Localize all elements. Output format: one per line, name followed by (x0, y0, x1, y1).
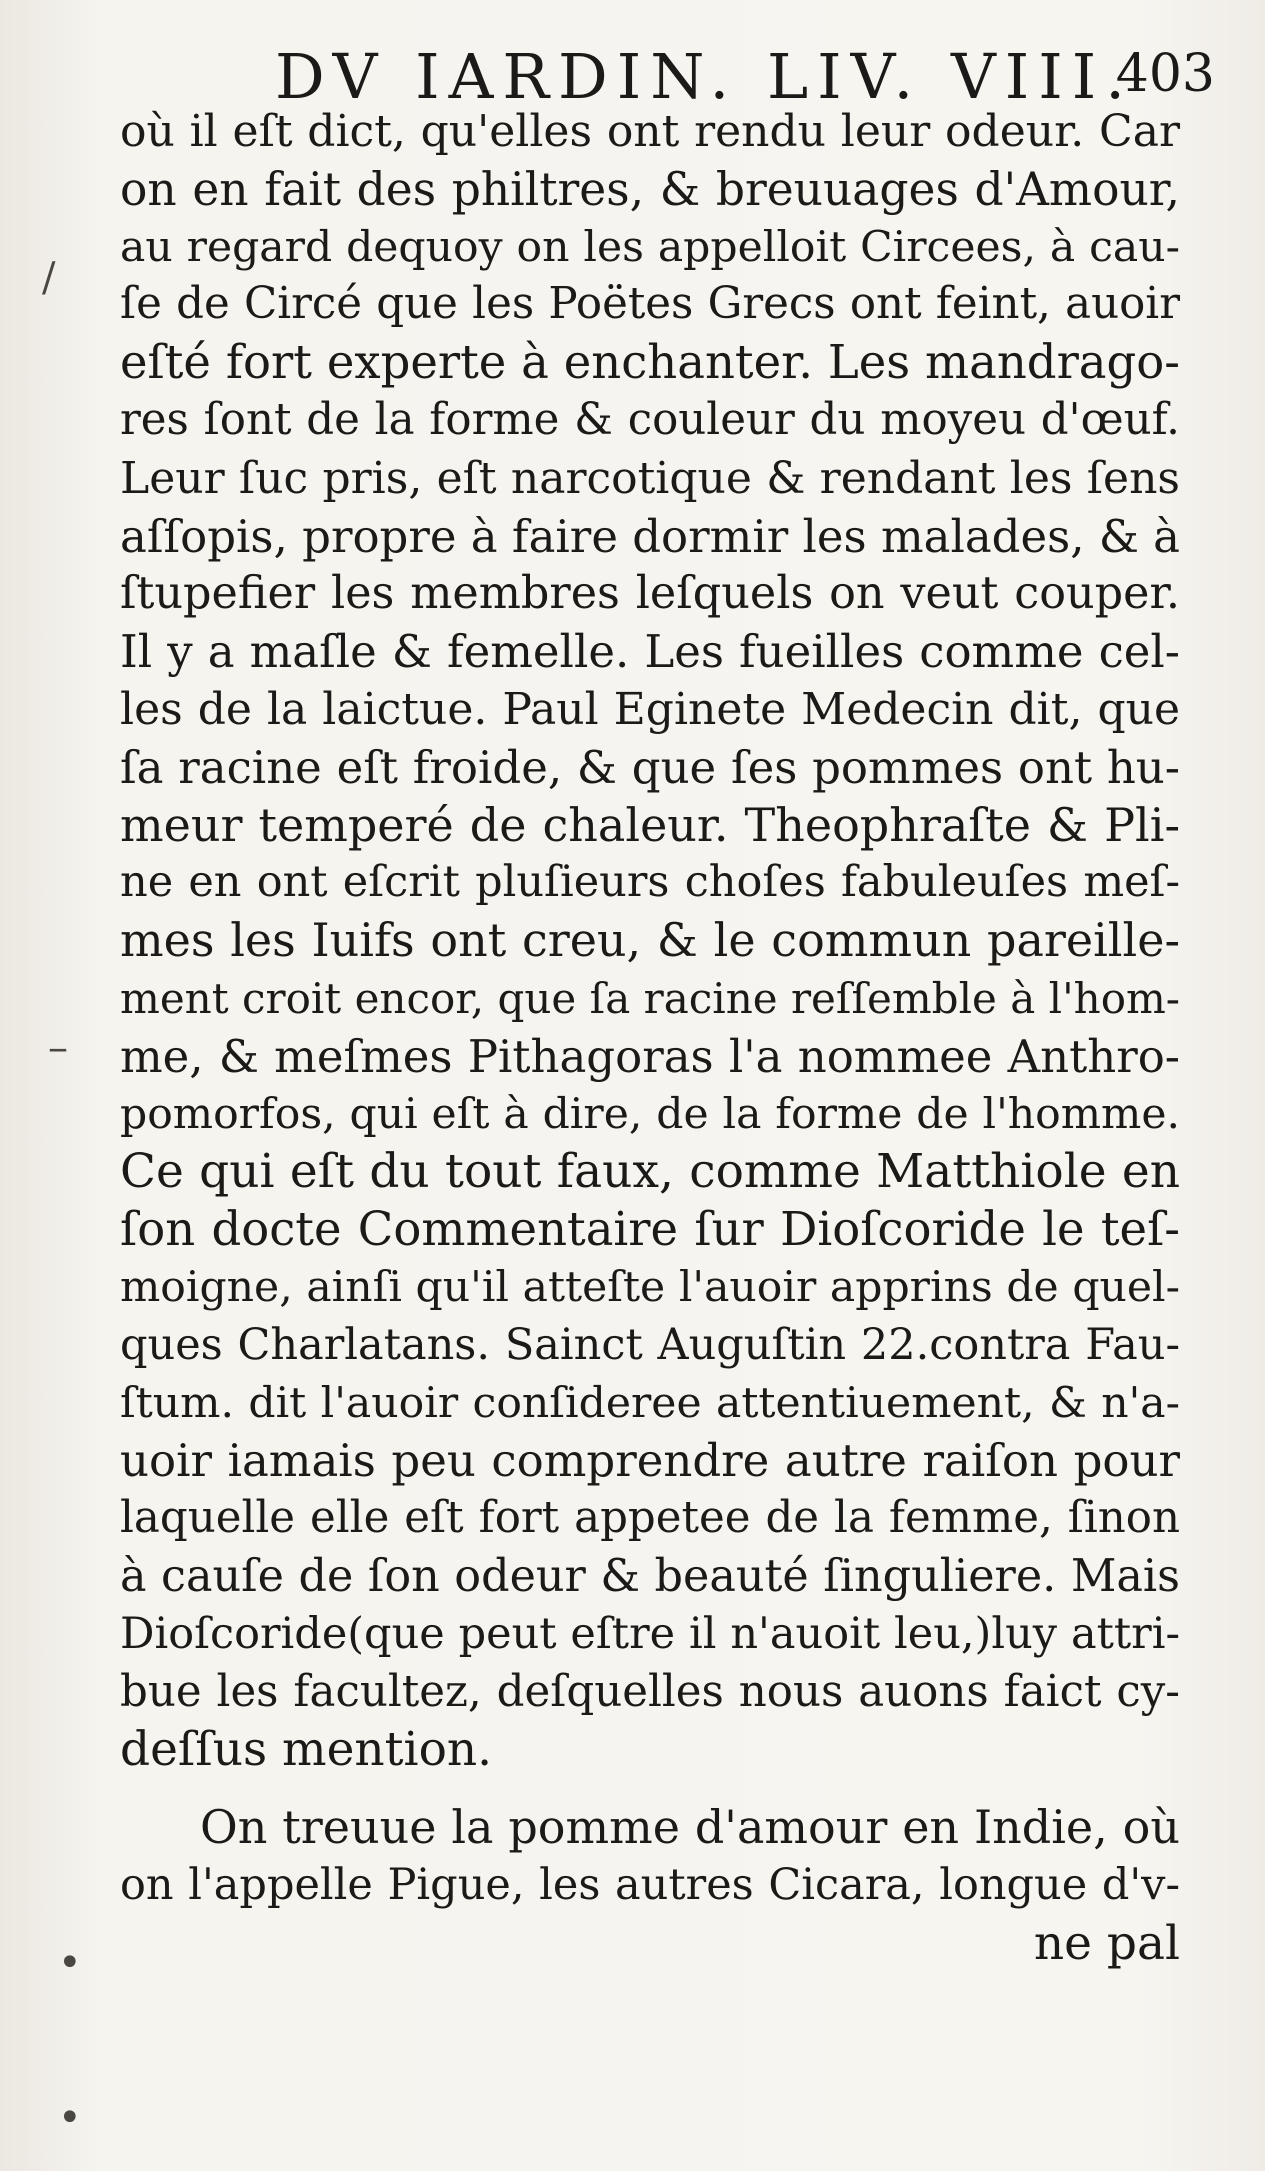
text-line: ſtupefier les membres leſquels on veut couper. (120, 568, 1180, 620)
text-line: ne en ont eſcrit pluſieurs choſes fabuleuſes meſ- (120, 857, 1180, 908)
paragraph-1 (120, 103, 1180, 1779)
text-line: mes les Iuifs ont creu, & le commun pareille- (120, 913, 1180, 968)
text-line: où il eſt dict, qu'elles ont rendu leur odeur. Car (120, 106, 1180, 157)
body-text (120, 103, 1180, 1973)
text-line: laquelle elle eſt fort appetee de la femme, ſinon (120, 1493, 1180, 1544)
catchword: ne pal (1033, 1915, 1180, 1971)
text-line: aſſopis, propre à faire dormir les malades, & à (120, 509, 1181, 563)
text-line: deſſus mention. (120, 1722, 493, 1778)
paragraph-2 (120, 1799, 1180, 1972)
margin-mark: • (58, 2095, 82, 2141)
text-line: me, & meſmes Pithagoras l'a nommee Anthro- (120, 1029, 1180, 1083)
text-line: ques Charlatans. Sainct Auguſtin 22.contra Fau- (120, 1319, 1180, 1370)
text-line: Ce qui eſt du tout faux, comme Matthiole en (120, 1144, 1180, 1200)
text-line: ment croit encor, que ſa racine reſſemble à l'hom- (120, 973, 1180, 1023)
text-line: ſtum. dit l'auoir conſideree attentiuement, & n'a- (120, 1378, 1180, 1428)
text-line: Il y a maſle & femelle. Les fueilles comme cel- (120, 625, 1180, 679)
text-line: bue les facultez, deſquelles nous auons faict cy- (120, 1666, 1180, 1717)
page-number: 403 (1115, 44, 1215, 104)
text-line: on en fait des philtres, & breuuages d'Amour, (120, 162, 1180, 216)
text-line: Leur ſuc pris, eſt narcotique & rendant les ſens (120, 452, 1180, 504)
running-title: DV IARDIN. LIV. VIII. (275, 40, 1134, 113)
text-line: uoir iamais peu comprendre autre raiſon pour (120, 1434, 1180, 1488)
margin-mark: • (58, 1940, 82, 1986)
text-line: les de la laictue. Paul Eginete Medecin dit, que (120, 683, 1180, 735)
text-line: ſa racine eſt froide, & que ſes pommes ont hu- (120, 740, 1180, 794)
text-line: meur temperé de chaleur. Theophraſte & Pli- (120, 797, 1180, 852)
margin-mark: – (48, 1025, 68, 1071)
text-line: ſe de Circé que les Poëtes Grecs ont feint, auoir (120, 279, 1180, 330)
text-line: pomorfos, qui eſt à dire, de la forme de l'homme. (120, 1089, 1180, 1139)
text-line: res ſont de la forme & couleur du moyeu d'œuf. (120, 394, 1180, 445)
text-line: ſon docte Commentaire ſur Dioſcoride le teſ- (120, 1202, 1180, 1257)
margin-mark: / (42, 255, 56, 301)
text-line: Dioſcoride(que peut eſtre il n'auoit leu,)luy attri- (120, 1608, 1180, 1659)
text-line: moigne, ainſi qu'il atteſte l'auoir apprins de quel- (120, 1262, 1180, 1312)
text-line: à cauſe de ſon odeur & beauté ſinguliere. Mais (120, 1550, 1180, 1602)
text-line: on l'appelle Pigue, les autres Cicara, longue d'v- (120, 1859, 1180, 1910)
text-line: eſté fort experte à enchanter. Les mandrago- (120, 335, 1180, 390)
text-line: On treuue la pomme d'amour en Indie, où (200, 1800, 1180, 1855)
text-line: au regard dequoy on les appelloit Circees, à cau- (120, 222, 1180, 272)
